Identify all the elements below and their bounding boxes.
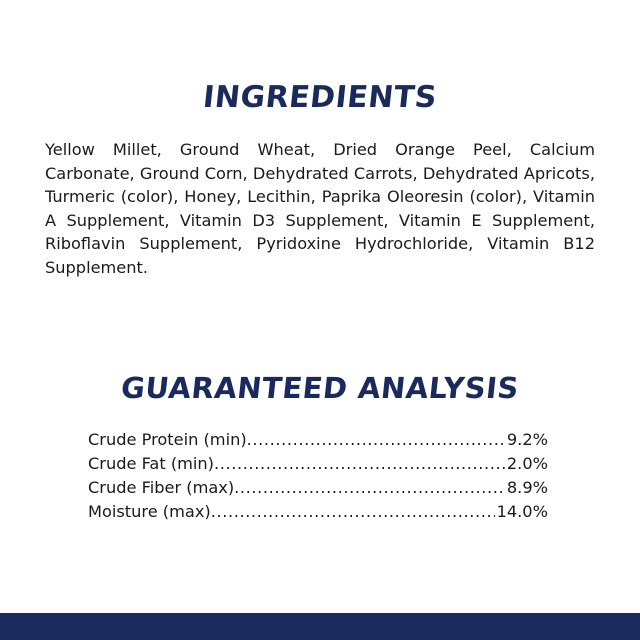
- ingredients-heading: INGREDIENTS: [201, 80, 439, 115]
- guaranteed-analysis-table: [88, 428, 548, 524]
- dot-leader: [247, 428, 505, 452]
- analysis-row-crude-fat: [88, 452, 548, 476]
- footer-bar: [0, 613, 640, 640]
- analysis-label: Moisture (max): [88, 502, 211, 521]
- analysis-row-crude-protein: [88, 428, 548, 452]
- analysis-value: 9.2%: [506, 430, 548, 449]
- guaranteed-analysis-heading: GUARANTEED ANALYSIS: [119, 371, 521, 405]
- analysis-row-moisture: [88, 500, 548, 524]
- analysis-label: Crude Fat (min): [88, 454, 214, 473]
- analysis-label: Crude Protein (min): [88, 430, 247, 449]
- analysis-row-crude-fiber: [88, 476, 548, 500]
- dot-leader: [211, 500, 495, 524]
- analysis-value: 8.9%: [506, 478, 548, 497]
- dot-leader: [214, 452, 505, 476]
- analysis-label: Crude Fiber (max): [88, 478, 235, 497]
- ingredients-list: Yellow Millet, Ground Wheat, Dried Orange Peel, Calcium Carbonate, Ground Corn, Dehydrated Carrots, Dehydrated Apricots, Turmeric (color), Honey, Lecithin, Paprika Oleoresin (color), Vitamin A Supplement, Vitamin D3 Supplement, Vitamin E Supplement, Riboflavin Supplement, Pyridoxine Hydrochloride, Vitamin B12 Supplement.: [45, 140, 595, 277]
- analysis-value: 2.0%: [506, 454, 548, 473]
- dot-leader: [234, 476, 505, 500]
- analysis-value: 14.0%: [496, 502, 548, 521]
